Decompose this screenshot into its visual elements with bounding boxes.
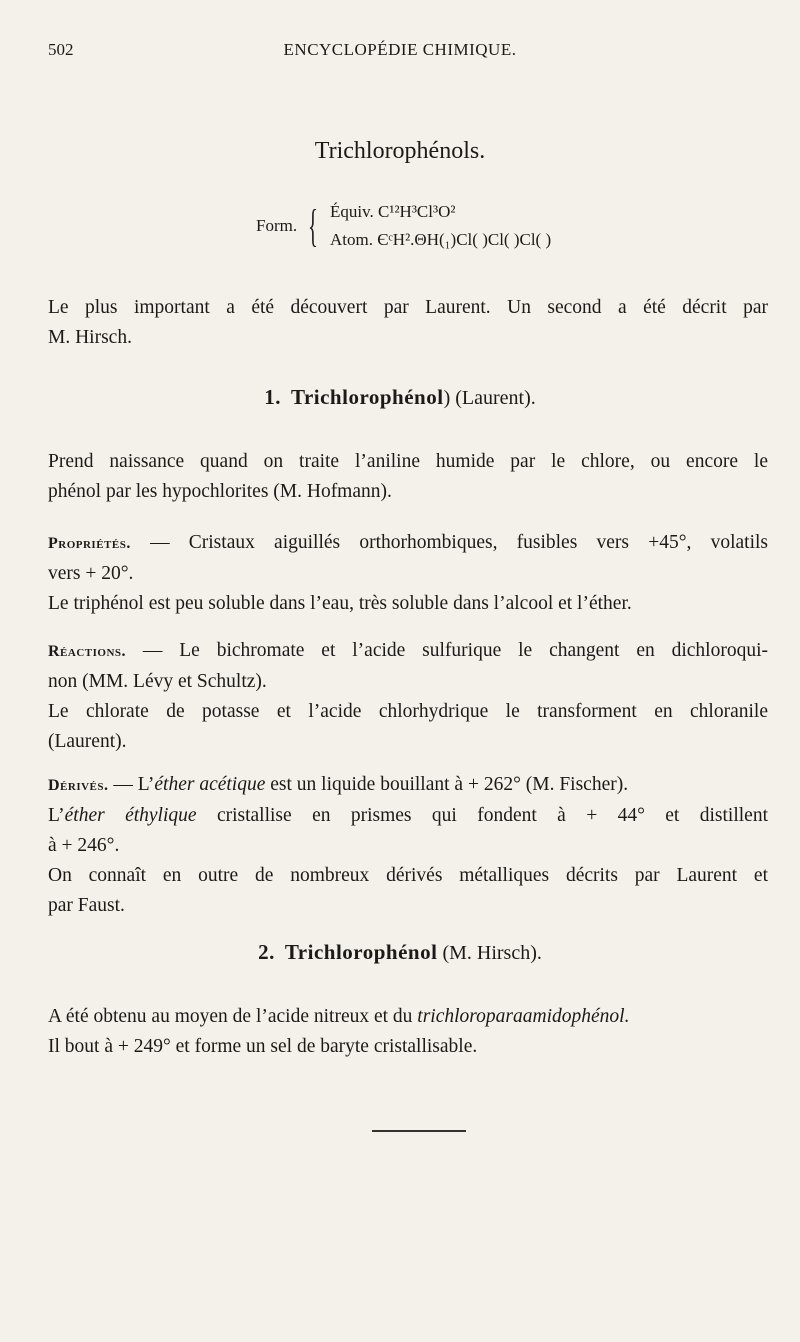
brace-icon: { — [308, 200, 318, 251]
text-line — [48, 1002, 768, 1032]
section-number: 1. — [264, 385, 281, 409]
formula-block — [256, 200, 676, 260]
derivatives-label: Dérivés. — [48, 777, 109, 794]
properties-label: Propriétés. — [48, 535, 131, 552]
section2-paragraph — [48, 1002, 768, 1062]
text-fragment: cristallise en prismes qui fondent à + 44° et distillent — [196, 805, 768, 826]
italic-term: trichloroparaamidophénol. — [417, 1006, 630, 1027]
properties-paragraph — [48, 528, 768, 619]
section-author: ) (Laurent). — [443, 387, 536, 409]
text-line: phénol par les hypochlorites (M. Hofmann). — [48, 481, 392, 502]
text-line: (Laurent). — [48, 731, 127, 752]
reactions-label: Réactions. — [48, 643, 127, 660]
italic-term: éther éthylique — [64, 805, 197, 826]
derivatives-paragraph — [48, 770, 768, 921]
text-line — [48, 636, 768, 667]
section-heading-2 — [0, 940, 800, 965]
text-line: non (MM. Lévy et Schultz). — [48, 671, 267, 692]
text-fragment: est un liquide bouillant à + 262° (M. Fischer). — [265, 774, 629, 795]
page-header — [48, 40, 752, 64]
formula-equiv: Équiv. C¹²H³Cl³O² — [330, 202, 456, 221]
page-number: 502 — [48, 40, 74, 59]
text-line: Prend naissance quand on traite l’aniline humide par le chlore, ou encore le — [48, 451, 768, 472]
intro-paragraph — [48, 293, 768, 353]
italic-term: éther acétique — [154, 774, 266, 795]
text-fragment: — L’ — [108, 774, 155, 795]
properties-text: — Cristaux aiguillés orthorhombiques, fusibles vers +45°, volatils — [130, 532, 768, 553]
text-line: M. Hirsch. — [48, 327, 132, 348]
text-line: Le triphénol est peu soluble dans l’eau, très soluble dans l’alcool et l’éther. — [48, 593, 632, 614]
running-title: ENCYCLOPÉDIE CHIMIQUE. — [283, 40, 517, 59]
text-line: Le plus important a été découvert par Laurent. Un second a été décrit par — [48, 297, 768, 318]
formula-label: Form. — [256, 216, 298, 235]
section-name: Trichlorophénol — [291, 385, 444, 409]
origin-paragraph — [48, 447, 768, 507]
text-line: Le chlorate de potasse et l’acide chlorhydrique le transforment en chloranile — [48, 701, 768, 722]
text-line: On connaît en outre de nombreux dérivés métalliques décrits par Laurent et — [48, 865, 768, 886]
section-number: 2. — [258, 940, 275, 964]
section-author: (M. Hirsch). — [437, 942, 542, 964]
reactions-paragraph — [48, 636, 768, 757]
text-line: par Faust. — [48, 895, 125, 916]
text-line — [48, 528, 768, 559]
text-fragment: L’ — [48, 805, 65, 826]
text-fragment: A été obtenu au moyen de l’acide nitreux et du — [48, 1006, 418, 1027]
section-heading-1 — [0, 385, 800, 410]
text-line: vers + 20°. — [48, 563, 134, 584]
text-line — [48, 801, 768, 831]
section-end-rule — [372, 1130, 466, 1132]
section-name: Trichlorophénol — [284, 940, 438, 964]
text-line: Il bout à + 249° et forme un sel de baryte cristallisable. — [48, 1036, 478, 1057]
text-line — [48, 770, 768, 801]
formula-atom: Atom. ЄᶜH².ΘH(₁)Cl( )Cl( )Cl( ) — [330, 230, 552, 249]
reactions-text: — Le bichromate et l’acide sulfurique le changent en dichloroqui- — [126, 640, 768, 661]
text-line: à + 246°. — [48, 835, 120, 856]
page-title: Trichlorophénols. — [314, 138, 486, 164]
